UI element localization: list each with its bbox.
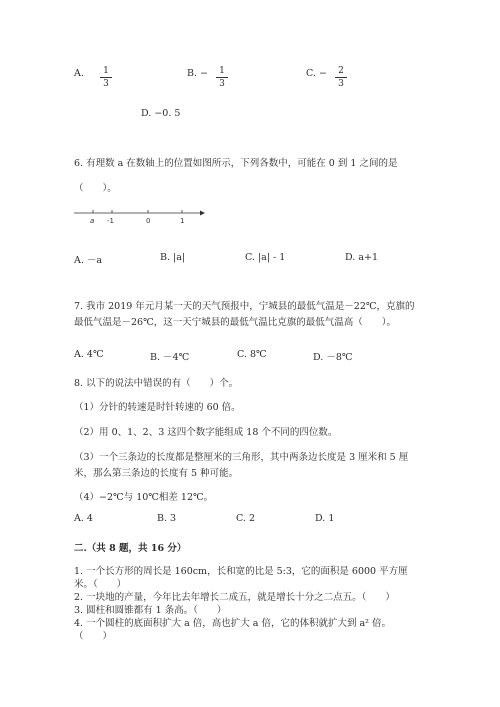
q5-option-c-numerator: 2 — [338, 66, 344, 76]
q7-option-d: D. －8℃ — [313, 352, 353, 363]
q5-option-b-label: B. − — [187, 68, 208, 79]
q5-option-b-fraction — [216, 66, 228, 89]
s2-item-1-line-1: 1. 一个长方形的周长是 160cm，长和宽的比是 5:3，它的面积是 6000 平方厘 — [74, 566, 408, 577]
q8-statement-3-line-1: （3）一个三条边的长度都是整厘米的三角形，其中两条边长度是 3 厘米和 5 厘 — [74, 452, 409, 463]
label-minus-one: -1 — [107, 217, 114, 225]
q8-statement-2: （2）用 0、1、2、3 这四个数字能组成 18 个不同的四位数。 — [74, 427, 338, 438]
q8-option-d: D. 1 — [315, 513, 335, 524]
q8-statement-1: （1）分针的转速是时针转速的 60 倍。 — [74, 402, 241, 413]
s2-item-1-line-2: 米。（ ） — [74, 579, 127, 590]
q7-line-1: 7. 我市 2019 年元月某一天的天气预报中，宁城县的最低气温是－22℃，克旗的 — [74, 301, 415, 312]
q5-option-a-numerator: 1 — [103, 66, 109, 76]
q6-stem: 6. 有理数 a 在数轴上的位置如图所示，下列各数中，可能在 0 到 1 之间的是 — [74, 158, 398, 169]
label-one: 1 — [180, 217, 185, 225]
s2-item-3: 3. 圆柱和圆锥都有 1 条高。（ ） — [74, 605, 227, 616]
q8-option-b: B. 3 — [157, 513, 177, 524]
number-line-arrow — [200, 211, 205, 216]
s2-item-4-line-2: （ ） — [74, 631, 113, 642]
q8-statement-4: （4）−2℃与 10℃相差 12℃。 — [74, 492, 214, 503]
q5-option-a-label: A. — [74, 68, 84, 79]
q6-option-b: B. |a| — [160, 252, 186, 263]
section-2-heading: 二.（共 8 题，共 16 分） — [74, 543, 187, 554]
q5-option-d: D. −0. 5 — [141, 108, 181, 119]
q6-option-a: A. －a — [74, 255, 103, 266]
q5-option-a-denominator: 3 — [103, 79, 109, 89]
q8-option-a: A. 4 — [74, 513, 93, 524]
q7-option-b: B. －4℃ — [150, 352, 190, 363]
q8-statement-3-line-2: 米，那么第三条边的长度有 5 种可能。 — [74, 468, 239, 479]
q5-option-c-label: C. − — [306, 68, 327, 79]
q5-option-c-denominator: 3 — [338, 79, 344, 89]
q5-option-b-numerator: 1 — [219, 66, 225, 76]
q7-option-a: A. 4℃ — [74, 349, 104, 360]
q8-stem: 8. 以下的说法中错误的有（ ）个。 — [74, 378, 239, 389]
s2-item-2: 2. 一块地的产量，今年比去年增长二成五，就是增长十分之二点五。（ ） — [74, 592, 395, 603]
number-line-figure — [72, 205, 207, 229]
s2-item-4-line-1: 4. 一个圆柱的底面积扩大 a 倍，高也扩大 a 倍，它的体积就扩大到 a² 倍。 — [74, 618, 392, 629]
q5-option-b-denominator: 3 — [219, 79, 225, 89]
q5-option-a-fraction — [100, 66, 112, 89]
q6-option-d: D. a+1 — [345, 252, 378, 263]
label-zero: 0 — [146, 217, 151, 225]
q8-option-c: C. 2 — [236, 513, 256, 524]
q7-option-c: C. 8℃ — [237, 349, 267, 360]
q6-answer-blank: （ ）。 — [74, 183, 117, 194]
q7-line-2: 最低气温是－26℃，这一天宁城县的最低气温比克旗的最低气温高（ ）。 — [74, 317, 396, 328]
label-a: a — [90, 217, 95, 225]
q6-option-c: C. |a| - 1 — [245, 252, 286, 263]
q5-option-c-fraction — [335, 66, 347, 89]
